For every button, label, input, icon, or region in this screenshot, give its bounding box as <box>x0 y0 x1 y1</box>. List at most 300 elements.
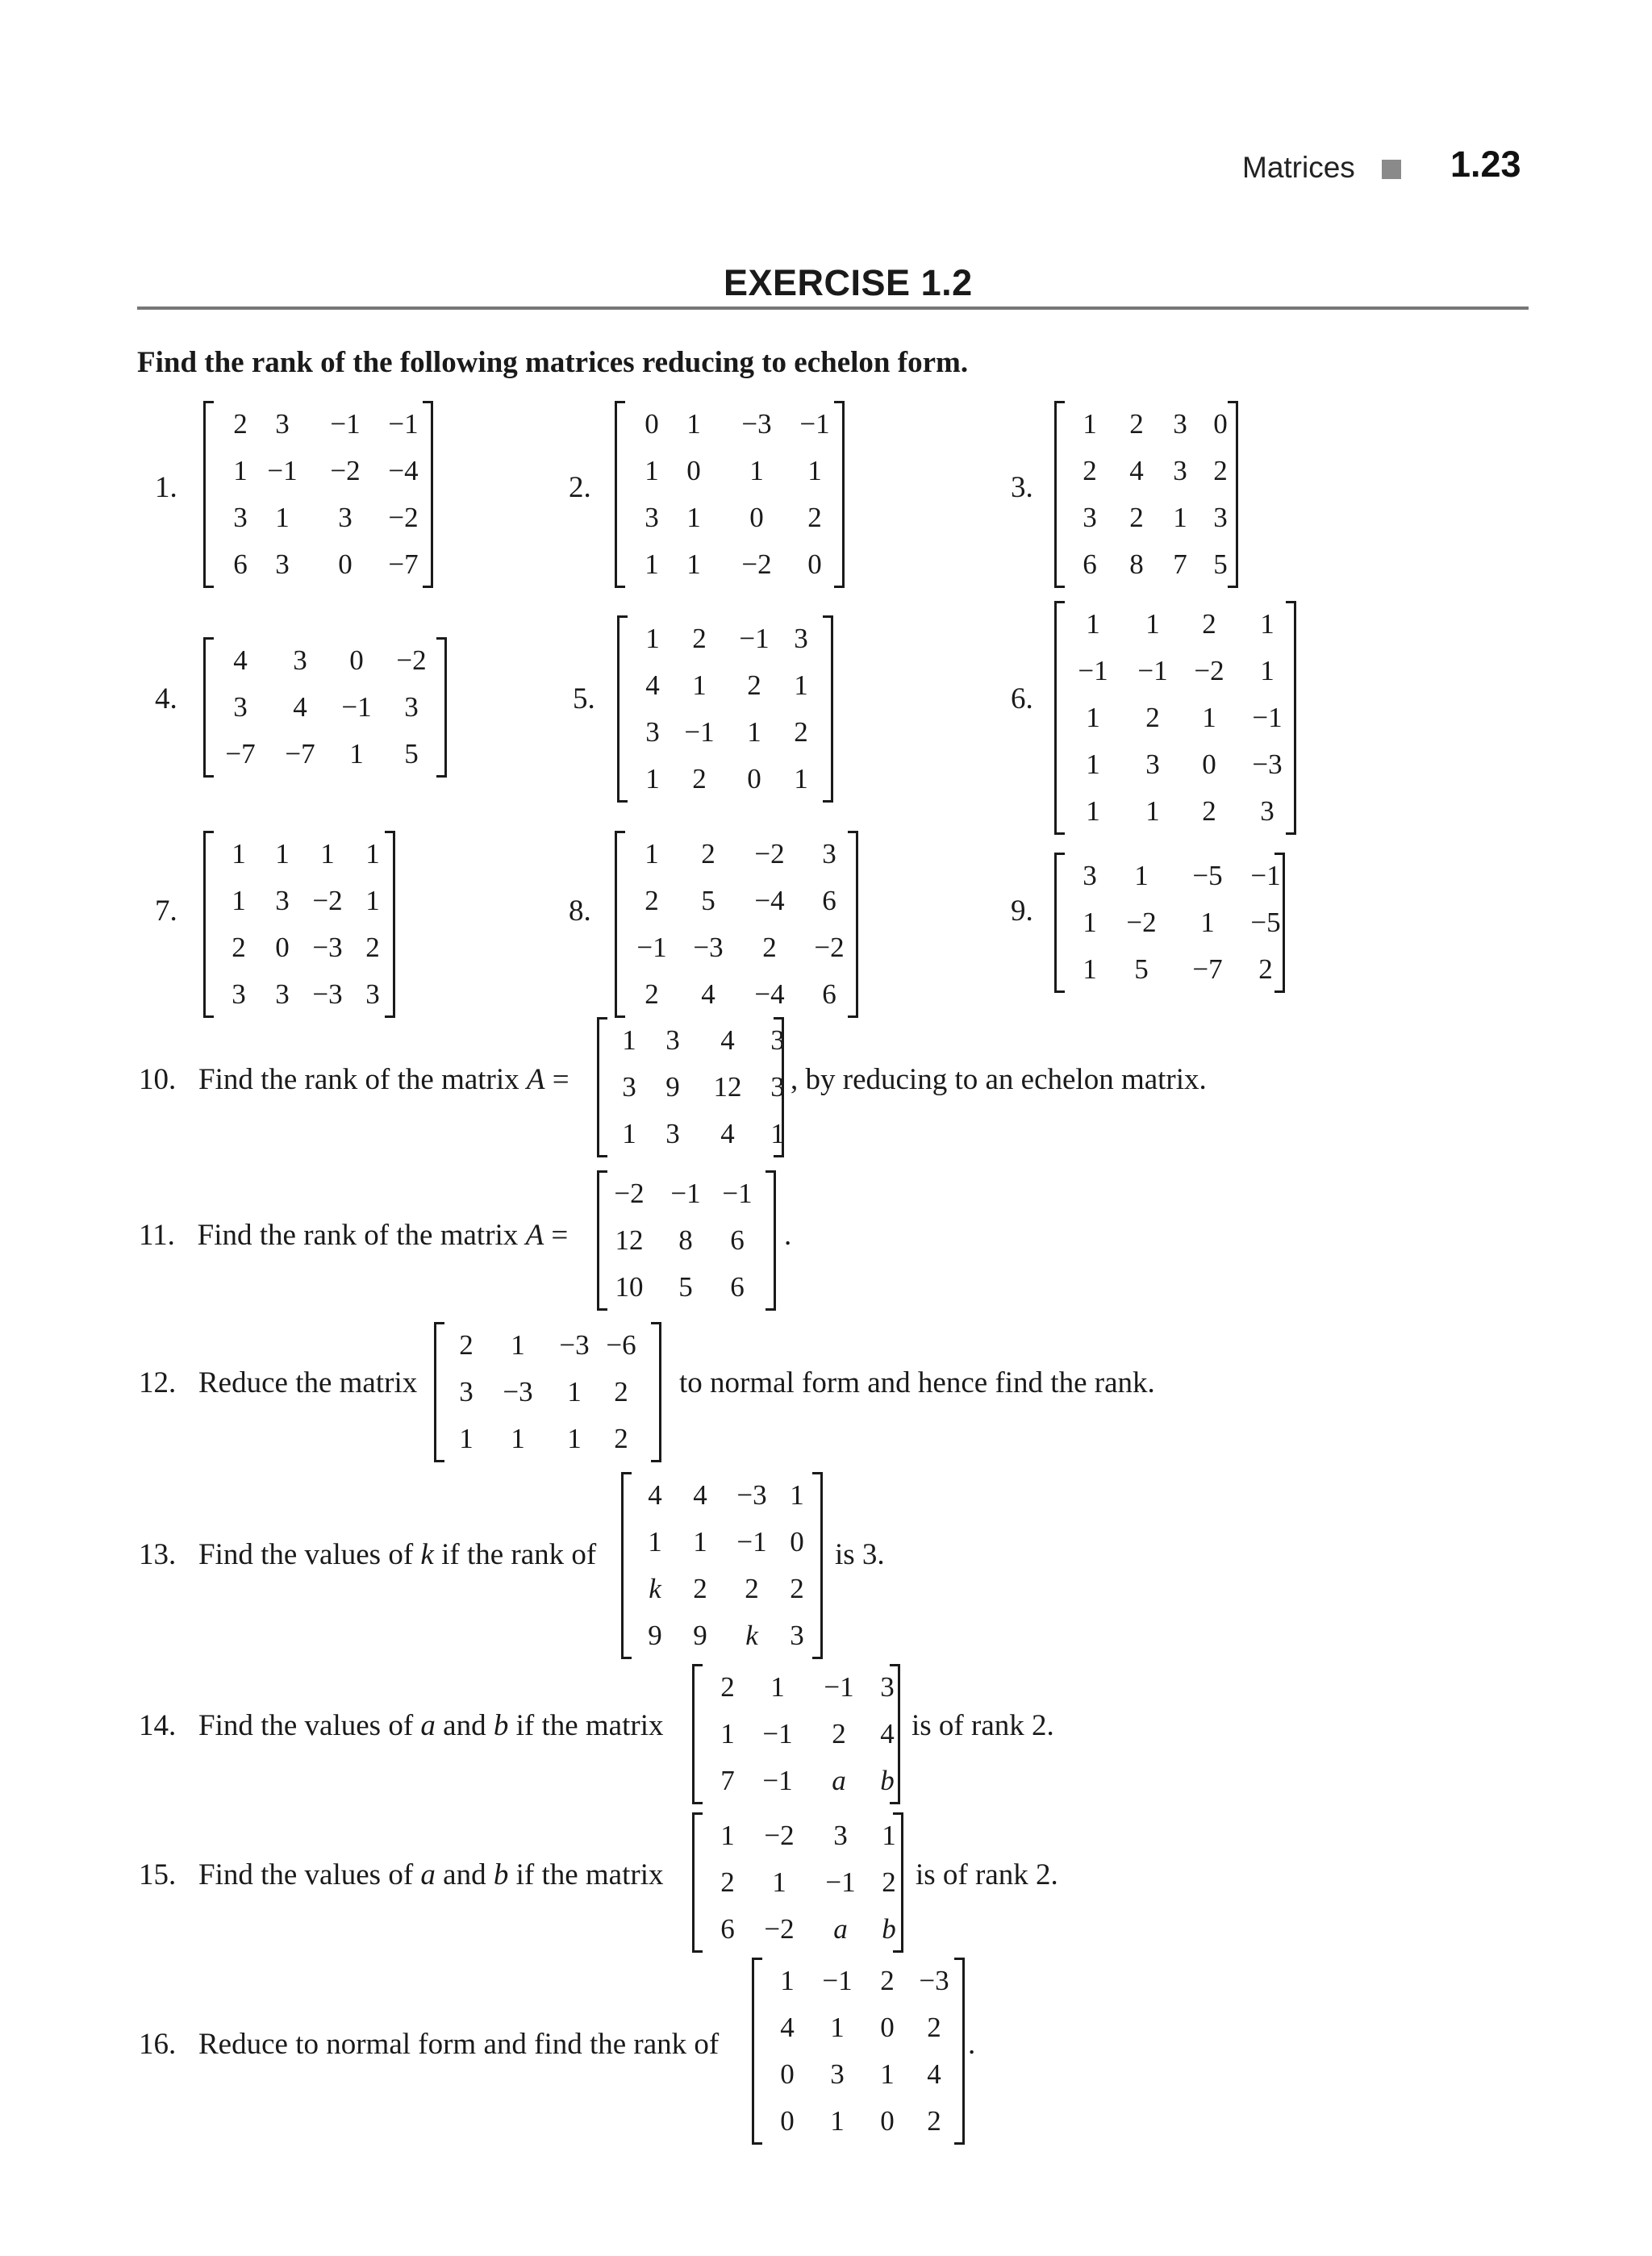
problem-label: 5. <box>573 682 595 715</box>
matrix-cell: 2 <box>720 1866 735 1898</box>
problem-label: 1. <box>155 471 177 504</box>
matrix-cell: 1 <box>622 1024 636 1056</box>
matrix-cell: 3 <box>822 838 836 869</box>
matrix-cell: 6 <box>720 1913 735 1945</box>
matrix-cell: 1 <box>645 455 659 486</box>
matrix-cell: 5 <box>678 1271 693 1303</box>
matrix-cell: 0 <box>880 2012 895 2043</box>
matrix-cell: 1 <box>1145 795 1160 827</box>
matrix-cell: 4 <box>927 2058 941 2090</box>
matrix-cell: 9 <box>648 1620 662 1651</box>
matrix-cell: 2 <box>1129 408 1144 440</box>
matrix-cell: 1 <box>232 838 246 869</box>
problem-text: if the matrix <box>515 1709 664 1742</box>
matrix-cell: 4 <box>720 1118 735 1149</box>
matrix-cell: 3 <box>622 1071 636 1103</box>
matrix-cell: 2 <box>1258 953 1273 985</box>
matrix-cell: −3 <box>312 978 343 1010</box>
matrix-cell: a <box>833 1913 848 1945</box>
matrix-cell: −1 <box>822 1965 853 1996</box>
matrix-name: A <box>525 1219 544 1252</box>
problem-label: 10. <box>139 1063 177 1096</box>
matrix-cell: 1 <box>772 1866 786 1898</box>
matrix <box>615 401 845 588</box>
matrix-cell: 2 <box>807 502 822 533</box>
matrix-cell: 0 <box>780 2105 795 2137</box>
matrix-cell: −1 <box>267 455 298 486</box>
matrix-cell: 3 <box>1083 502 1097 533</box>
matrix-cell: 12 <box>713 1071 742 1103</box>
matrix-cell: 1 <box>320 838 335 869</box>
matrix-cell: 2 <box>1083 455 1097 486</box>
matrix-cell: 3 <box>1260 795 1274 827</box>
matrix-cell: 4 <box>293 691 307 723</box>
matrix-cell: 3 <box>275 548 290 580</box>
matrix-cell: 0 <box>349 644 364 676</box>
problem-label: 15. <box>139 1858 177 1891</box>
matrix-cell: 1 <box>807 455 822 486</box>
matrix-cell: 2 <box>747 669 761 701</box>
problem-text: if the rank of <box>441 1538 597 1571</box>
matrix-cell: 1 <box>645 623 660 654</box>
matrix-cell: −1 <box>1250 860 1281 891</box>
matrix-cell: −3 <box>693 932 724 963</box>
matrix-cell: −5 <box>1192 860 1223 891</box>
matrix-cell: 2 <box>693 1573 707 1604</box>
problem-text: Find the values of <box>198 1709 414 1742</box>
matrix-cell: −2 <box>764 1913 795 1945</box>
matrix-cell: −1 <box>1078 655 1108 686</box>
left-bracket <box>203 831 214 1018</box>
matrix-cell: 1 <box>1202 702 1216 733</box>
exercise-title: EXERCISE 1.2 <box>724 262 973 303</box>
matrix-cell: 0 <box>686 455 701 486</box>
matrix-name: A <box>526 1063 545 1096</box>
matrix <box>203 831 395 1018</box>
matrix-cell: −1 <box>762 1718 793 1749</box>
matrix-cell: 1 <box>720 1718 735 1749</box>
running-header-section: Matrices <box>1242 151 1355 184</box>
matrix-cell: 1 <box>686 548 701 580</box>
left-bracket <box>615 401 625 588</box>
matrix-cell: 4 <box>880 1718 895 1749</box>
matrix-cell: −1 <box>670 1178 701 1209</box>
problem-label: 14. <box>139 1709 177 1742</box>
matrix-cell: 1 <box>880 2058 895 2090</box>
matrix-cell: 12 <box>615 1224 644 1256</box>
matrix-cell: 2 <box>927 2105 941 2137</box>
problem-14-tail: is of rank 2. <box>912 1709 1054 1742</box>
matrix-cell: −1 <box>799 408 830 440</box>
problem-label: 4. <box>155 682 177 715</box>
left-bracket <box>203 401 214 588</box>
matrix-cell: 2 <box>832 1718 846 1749</box>
matrix-cell: −1 <box>824 1671 854 1703</box>
problem-13-tail: is 3. <box>835 1538 885 1571</box>
matrix-cell: 3 <box>1213 502 1228 533</box>
matrix-cell: −3 <box>919 1965 949 1996</box>
title-rule <box>137 306 1529 310</box>
matrix <box>203 401 433 588</box>
page-number: 1.23 <box>1450 144 1521 185</box>
left-bracket <box>1054 853 1065 993</box>
matrix-cell: −2 <box>312 885 343 916</box>
matrix-cell: 9 <box>693 1620 707 1651</box>
matrix-cell: 2 <box>692 763 707 794</box>
matrix-cell: 4 <box>645 669 660 701</box>
problem-15-tail: is of rank 2. <box>916 1858 1058 1891</box>
matrix-cell: 7 <box>1173 548 1187 580</box>
matrix-cell: 2 <box>645 885 659 916</box>
matrix-cell: 1 <box>794 763 808 794</box>
matrix-cell: −3 <box>1252 749 1283 780</box>
matrix-cell: 1 <box>365 838 380 869</box>
problem-11-text <box>139 1218 568 1253</box>
matrix-cell: 2 <box>614 1376 628 1407</box>
matrix-cell: 3 <box>830 2058 845 2090</box>
matrix-cell: 0 <box>645 408 659 440</box>
problem-label: 8. <box>569 894 591 928</box>
matrix <box>615 831 858 1018</box>
matrix-cell: 1 <box>780 1965 795 1996</box>
matrix-cell: −1 <box>739 623 770 654</box>
matrix-cell: 3 <box>459 1376 473 1407</box>
problem-text: and <box>443 1709 486 1742</box>
matrix-cell: −3 <box>736 1479 767 1511</box>
matrix-cell: 0 <box>749 502 764 533</box>
matrix <box>597 1017 784 1157</box>
variable: k <box>420 1538 434 1571</box>
matrix-cell: −7 <box>225 738 256 769</box>
matrix-cell: 2 <box>794 716 808 748</box>
matrix-cell: 1 <box>511 1423 525 1454</box>
matrix-cell: 1 <box>1086 749 1100 780</box>
equals-sign: = <box>551 1219 569 1252</box>
problem-10-text <box>139 1062 569 1097</box>
matrix-cell: 0 <box>747 763 761 794</box>
matrix-cell: 2 <box>233 408 248 440</box>
matrix-cell: 2 <box>645 978 659 1010</box>
matrix-cell: 3 <box>232 978 246 1010</box>
matrix-cell: 9 <box>665 1071 680 1103</box>
matrix-cell: −2 <box>814 932 845 963</box>
matrix-cell: 6 <box>730 1224 745 1256</box>
matrix-cell: b <box>880 1765 895 1796</box>
problem-label: 6. <box>1011 682 1033 715</box>
problem-text: Reduce the matrix <box>198 1366 418 1399</box>
matrix-cell: 2 <box>1202 795 1216 827</box>
matrix <box>692 1812 903 1953</box>
matrix-cell: 3 <box>233 502 248 533</box>
matrix-cell: 3 <box>770 1071 785 1103</box>
matrix-cell: −1 <box>330 408 361 440</box>
matrix-cell: 2 <box>614 1423 628 1454</box>
matrix-cell: 1 <box>1083 953 1097 985</box>
matrix-cell: 10 <box>615 1271 644 1303</box>
matrix-cell: −1 <box>1137 655 1168 686</box>
matrix-cell: 2 <box>1202 608 1216 640</box>
matrix-cell: 3 <box>275 408 290 440</box>
matrix-cell: 1 <box>645 838 659 869</box>
matrix-cell: 4 <box>701 978 715 1010</box>
matrix-cell: 5 <box>701 885 715 916</box>
problem-label: 7. <box>155 894 177 928</box>
variable: b <box>493 1858 509 1891</box>
matrix-cell: 4 <box>648 1479 662 1511</box>
matrix <box>621 1472 823 1659</box>
problem-16-tail: . <box>968 2028 976 2061</box>
matrix-cell: −4 <box>754 885 785 916</box>
matrix-cell: 2 <box>880 1965 895 1996</box>
matrix-cell: 1 <box>233 455 248 486</box>
matrix-cell: 8 <box>678 1224 693 1256</box>
problem-label: 13. <box>139 1538 177 1571</box>
matrix-cell: −3 <box>503 1376 533 1407</box>
matrix-cell: a <box>832 1765 846 1796</box>
matrix-cell: −4 <box>754 978 785 1010</box>
matrix-cell: 3 <box>275 978 290 1010</box>
problem-text: Find the values of <box>198 1858 414 1891</box>
matrix-cell: 2 <box>701 838 715 869</box>
left-bracket <box>692 1664 703 1804</box>
problem-label: 3. <box>1011 471 1033 504</box>
matrix-cell: −3 <box>741 408 772 440</box>
variable: a <box>420 1858 436 1891</box>
matrix-cell: −1 <box>341 691 372 723</box>
matrix-cell: 4 <box>780 2012 795 2043</box>
problem-15-text <box>139 1858 663 1892</box>
matrix-cell: 4 <box>233 644 248 676</box>
matrix-cell: 3 <box>880 1671 895 1703</box>
matrix <box>203 637 447 778</box>
matrix-cell: 1 <box>1260 608 1274 640</box>
matrix-cell: 3 <box>833 1820 848 1851</box>
matrix-cell: −2 <box>764 1820 795 1851</box>
matrix-cell: 8 <box>1129 548 1144 580</box>
matrix <box>597 1170 776 1311</box>
problem-11-tail: . <box>784 1219 792 1252</box>
matrix-cell: −2 <box>388 502 419 533</box>
matrix-cell: 3 <box>1173 408 1187 440</box>
matrix-cell: 0 <box>1202 749 1216 780</box>
matrix-cell: −1 <box>684 716 715 748</box>
matrix-cell: 2 <box>1145 702 1160 733</box>
matrix-cell: b <box>882 1913 896 1945</box>
matrix-cell: 1 <box>1200 907 1215 938</box>
matrix-cell: −2 <box>1194 655 1224 686</box>
matrix-cell: 3 <box>233 691 248 723</box>
matrix-cell: 5 <box>1213 548 1228 580</box>
matrix-cell: 1 <box>648 1526 662 1558</box>
matrix-cell: 6 <box>1083 548 1097 580</box>
matrix-cell: 5 <box>1134 953 1149 985</box>
matrix-cell: 1 <box>770 1671 785 1703</box>
matrix-cell: 1 <box>830 2012 845 2043</box>
matrix-cell: 1 <box>686 408 701 440</box>
matrix-cell: 2 <box>882 1866 896 1898</box>
matrix <box>1054 601 1296 835</box>
matrix-cell: 3 <box>338 502 353 533</box>
left-bracket <box>1054 601 1065 835</box>
matrix-cell: −1 <box>736 1526 767 1558</box>
matrix-cell: 2 <box>762 932 777 963</box>
problem-text: if the matrix <box>515 1858 664 1891</box>
header-square-icon <box>1382 160 1401 179</box>
matrix-cell: 3 <box>1083 860 1097 891</box>
matrix-cell: 3 <box>665 1118 680 1149</box>
problem-16-text <box>139 2027 719 2062</box>
matrix <box>617 615 833 803</box>
matrix-cell: 6 <box>822 978 836 1010</box>
matrix-cell: k <box>649 1573 661 1604</box>
matrix-cell: 1 <box>1083 408 1097 440</box>
matrix-cell: −2 <box>1126 907 1157 938</box>
left-bracket <box>617 615 628 803</box>
matrix-cell: 1 <box>882 1820 896 1851</box>
matrix-cell: 1 <box>275 838 290 869</box>
matrix-cell: 2 <box>232 932 246 963</box>
right-bracket <box>766 1170 776 1311</box>
matrix-cell: 3 <box>293 644 307 676</box>
matrix-cell: 1 <box>645 548 659 580</box>
matrix-cell: 1 <box>1086 702 1100 733</box>
problem-label: 2. <box>569 471 591 504</box>
matrix-cell: −1 <box>636 932 667 963</box>
matrix-cell: 1 <box>459 1423 473 1454</box>
problem-text: Reduce to normal form and find the rank of <box>198 2028 720 2061</box>
matrix-cell: 1 <box>645 763 660 794</box>
matrix-cell: −7 <box>388 548 419 580</box>
matrix-cell: 2 <box>790 1573 804 1604</box>
matrix-cell: 1 <box>770 1118 785 1149</box>
matrix-cell: 2 <box>745 1573 759 1604</box>
matrix-cell: 1 <box>692 669 707 701</box>
matrix-cell: 4 <box>693 1479 707 1511</box>
problem-label: 16. <box>139 2028 177 2061</box>
matrix-cell: 3 <box>770 1024 785 1056</box>
matrix-cell: 1 <box>1134 860 1149 891</box>
left-bracket <box>1054 401 1065 588</box>
matrix-cell: 1 <box>622 1118 636 1149</box>
matrix-cell: 0 <box>807 548 822 580</box>
matrix-cell: 1 <box>349 738 364 769</box>
matrix-cell: −7 <box>285 738 315 769</box>
matrix-cell: −1 <box>722 1178 753 1209</box>
matrix-cell: −2 <box>614 1178 645 1209</box>
problem-13-text <box>139 1537 596 1572</box>
problem-label: 12. <box>139 1366 177 1399</box>
matrix-cell: 0 <box>780 2058 795 2090</box>
left-bracket <box>203 637 214 778</box>
matrix-cell: −2 <box>330 455 361 486</box>
matrix-cell: 3 <box>404 691 419 723</box>
matrix-cell: 3 <box>665 1024 680 1056</box>
left-bracket <box>615 831 625 1018</box>
matrix-cell: 3 <box>1145 749 1160 780</box>
matrix-cell: −2 <box>741 548 772 580</box>
left-bracket <box>752 1958 762 2145</box>
matrix-cell: 0 <box>275 932 290 963</box>
matrix-cell: −1 <box>825 1866 856 1898</box>
matrix-cell: 3 <box>645 716 660 748</box>
problem-text: Find the values of <box>198 1538 414 1571</box>
right-bracket <box>436 637 447 778</box>
matrix-cell: 2 <box>720 1671 735 1703</box>
problem-12-text <box>139 1366 417 1400</box>
matrix-cell: 2 <box>1129 502 1144 533</box>
matrix-cell: −1 <box>762 1765 793 1796</box>
variable: a <box>420 1709 436 1742</box>
problem-text: and <box>443 1858 486 1891</box>
matrix-cell: −3 <box>559 1329 590 1361</box>
matrix-cell: 2 <box>927 2012 941 2043</box>
matrix-cell: 0 <box>880 2105 895 2137</box>
matrix-cell: 1 <box>232 885 246 916</box>
matrix-cell: 1 <box>749 455 764 486</box>
problem-10-tail: , by reducing to an echelon matrix. <box>791 1063 1207 1096</box>
problem-label: 11. <box>139 1219 175 1252</box>
matrix-cell: 1 <box>1086 608 1100 640</box>
matrix-cell: 6 <box>730 1271 745 1303</box>
matrix-cell: 3 <box>645 502 659 533</box>
matrix-cell: 1 <box>830 2105 845 2137</box>
matrix-cell: 3 <box>365 978 380 1010</box>
matrix-cell: 3 <box>1173 455 1187 486</box>
matrix-cell: 1 <box>790 1479 804 1511</box>
matrix-cell: 1 <box>275 502 290 533</box>
matrix-cell: k <box>745 1620 758 1651</box>
matrix <box>1054 853 1285 993</box>
matrix-cell: 2 <box>1213 455 1228 486</box>
matrix <box>692 1664 900 1804</box>
matrix-cell: 6 <box>822 885 836 916</box>
matrix-cell: −4 <box>388 455 419 486</box>
matrix-cell: 1 <box>693 1526 707 1558</box>
problem-14-text <box>139 1708 663 1743</box>
equals-sign: = <box>552 1063 569 1096</box>
matrix-cell: 1 <box>365 885 380 916</box>
instruction: Find the rank of the following matrices reducing to echelon form. <box>137 346 969 379</box>
matrix-cell: −2 <box>754 838 785 869</box>
matrix-cell: 1 <box>1173 502 1187 533</box>
matrix-cell: 1 <box>567 1423 582 1454</box>
matrix-cell: 4 <box>720 1024 735 1056</box>
matrix-cell: 7 <box>720 1765 735 1796</box>
matrix-cell: −3 <box>312 932 343 963</box>
matrix-cell: 4 <box>1129 455 1144 486</box>
matrix-cell: 2 <box>459 1329 473 1361</box>
matrix-cell: 1 <box>511 1329 525 1361</box>
matrix-cell: 6 <box>233 548 248 580</box>
problem-label: 9. <box>1011 894 1033 928</box>
matrix-cell: 3 <box>790 1620 804 1651</box>
matrix-cell: −5 <box>1250 907 1281 938</box>
matrix-cell: 0 <box>1213 408 1228 440</box>
matrix-cell: 5 <box>404 738 419 769</box>
matrix-cell: 1 <box>794 669 808 701</box>
matrix-cell: 2 <box>365 932 380 963</box>
matrix-cell: 0 <box>338 548 353 580</box>
matrix <box>752 1958 965 2145</box>
matrix-cell: 1 <box>1260 655 1274 686</box>
matrix-cell: 1 <box>686 502 701 533</box>
matrix-cell: −6 <box>606 1329 636 1361</box>
matrix-cell: 1 <box>747 716 761 748</box>
variable: b <box>493 1709 509 1742</box>
problem-12-tail: to normal form and hence find the rank. <box>679 1366 1155 1399</box>
right-bracket <box>651 1322 661 1462</box>
matrix <box>1054 401 1238 588</box>
